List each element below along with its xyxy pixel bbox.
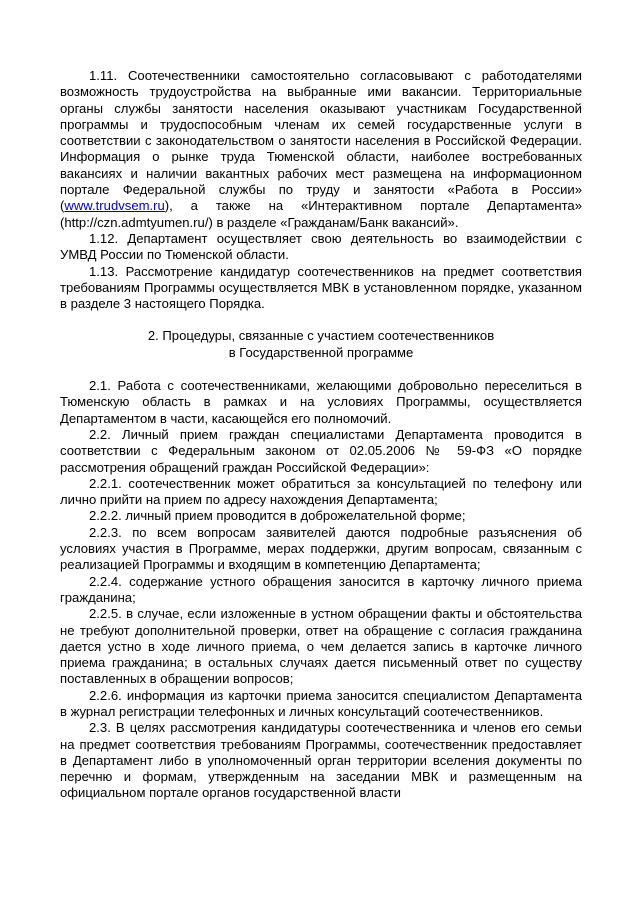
section-2-heading-line2: в Государственной программе xyxy=(228,344,414,360)
paragraph-2-2: 2.2. Личный прием граждан специалистами Департамента проводится в соответствии с Федеральным законом от 02.05.2006 № 59-ФЗ «О порядке рассмотрения обращений граждан Российской Федерации»: xyxy=(60,426,582,475)
document-page xyxy=(60,68,582,802)
paragraph-2-2-2: 2.2.2. личный прием проводится в доброжелательной форме; xyxy=(89,508,466,524)
paragraph-1-11 xyxy=(60,68,582,231)
paragraph-2-2-4: 2.2.4. содержание устного обращения заносится в карточку личного приема гражданина; xyxy=(60,573,582,605)
paragraph-1-11-text: 1.11. Соотечественники самостоятельно согласовывают с работодателями возможность трудоустройства на выбранные ими вакансии. Территориальные органы службы занятости населения оказывают участникам Государственной программы и трудоспособным членам их семей государственные услуги в соответствии с законодательством о занятости населения в Российской Федерации. Информация о рынке труда Тюменской области, наиболее востребованных вакансиях и наличии вакантных рабочих мест размещена на информационном портале Федеральной службы по труду и занятости «Работа в России» ( xyxy=(60,68,582,214)
paragraph-1-12: 1.12. Департамент осуществляет свою деятельность во взаимодействии с УМВД России по Тюменской области. xyxy=(60,230,582,263)
paragraph-2-2-1: 2.2.1. соотечественник может обратиться за консультацией по телефону или лично прийти на прием по адресу нахождения Департамента; xyxy=(60,475,582,508)
paragraph-2-2-5: 2.2.5. в случае, если изложенные в устном обращении факты и обстоятельства не требуют дополнительной проверки, ответ на обращение с согласия гражданина дается устно в ходе личного приема, о чем делается запись в карточке личного приема гражданина; в остальных случаях дается письменный ответ по существу поставленных в обращении вопросов; xyxy=(60,606,582,687)
paragraph-1-11-tail: ), а также на «Интерактивном портале Департамента» (http://czn.admtyumen.ru/) в разделе «Гражданам/Банк вакансий». xyxy=(60,198,582,230)
paragraph-1-13: 1.13. Рассмотрение кандидатур соотечественников на предмет соответствия требованиям Программы осуществляется МВК в установленном порядке, указанном в разделе 3 настоящего Порядка. xyxy=(60,263,582,312)
paragraph-2-2-6: 2.2.6. информация из карточки приема заносится специалистом Департамента в журнал регистрации телефонных и личных консультаций соотечественников. xyxy=(60,687,582,719)
paragraph-2-2-3: 2.2.3. по всем вопросам заявителей даются подробные разъяснения об условиях участия в Программе, мерах поддержки, другим вопросам, связанным с реализацией Программы и входящим в компетенцию Департамента; xyxy=(60,524,582,573)
trudvsem-link[interactable]: www.trudvsem.ru xyxy=(64,198,165,214)
section-2-heading-line1: 2. Процедуры, связанные с участием соотечественников xyxy=(147,328,495,344)
paragraph-2-3: 2.3. В целях рассмотрения кандидатуры соотечественника и членов его семьи на предмет соответствия требованиям Программы, соотечественник предоставляет в Департамент либо в уполномоченный орган территории вселения документы по перечню и формам, утвержденным на заседании МВК и размещенным на официальном портале органов государственной власти xyxy=(60,720,582,801)
paragraph-2-1: 2.1. Работа с соотечественниками, желающими добровольно переселиться в Тюменскую область в рамках и на условиях Программы, осуществляется Департаментом в части, касающейся его полномочий. xyxy=(60,378,582,426)
section-2-heading xyxy=(60,328,582,361)
